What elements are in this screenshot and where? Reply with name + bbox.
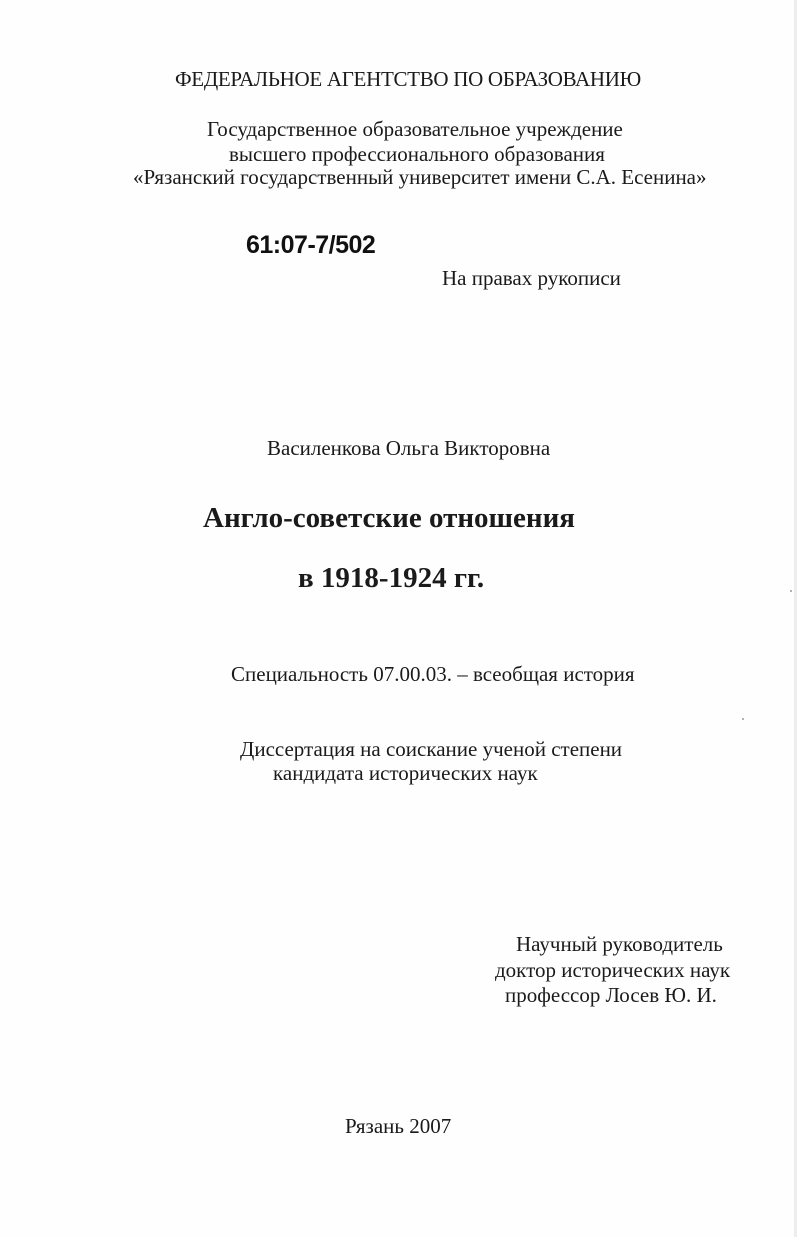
institution-line-3: «Рязанский государственный университет имени С.А. Есенина» <box>133 165 707 189</box>
institution-line-2: высшего профессионального образования <box>229 142 605 166</box>
author-name: Василенкова Ольга Викторовна <box>267 436 551 460</box>
supervisor-line-2: доктор исторических наук <box>495 958 731 982</box>
thesis-title-line-1: Англо-советские отношения <box>203 502 576 534</box>
supervisor-line-1: Научный руководитель <box>516 932 723 956</box>
agency-heading: ФЕДЕРАЛЬНОЕ АГЕНТСТВО ПО ОБРАЗОВАНИЮ <box>175 67 641 91</box>
institution-line-1: Государственное образовательное учреждение <box>207 117 623 141</box>
supervisor-line-3: профессор Лосев Ю. И. <box>505 983 717 1007</box>
thesis-title-line-2: в 1918-1924 гг. <box>298 562 485 594</box>
scan-speck <box>790 590 792 592</box>
scan-speck <box>742 718 744 720</box>
rights-note: На правах рукописи <box>442 266 621 290</box>
dissertation-line-1: Диссертация на соискание ученой степени <box>240 737 623 761</box>
specialty-line: Специальность 07.00.03. – всеобщая история <box>231 662 635 686</box>
library-code-stamp: 61:07-7/502 <box>246 231 376 259</box>
dissertation-line-2: кандидата исторических наук <box>273 761 538 785</box>
city-year: Рязань 2007 <box>345 1114 452 1138</box>
